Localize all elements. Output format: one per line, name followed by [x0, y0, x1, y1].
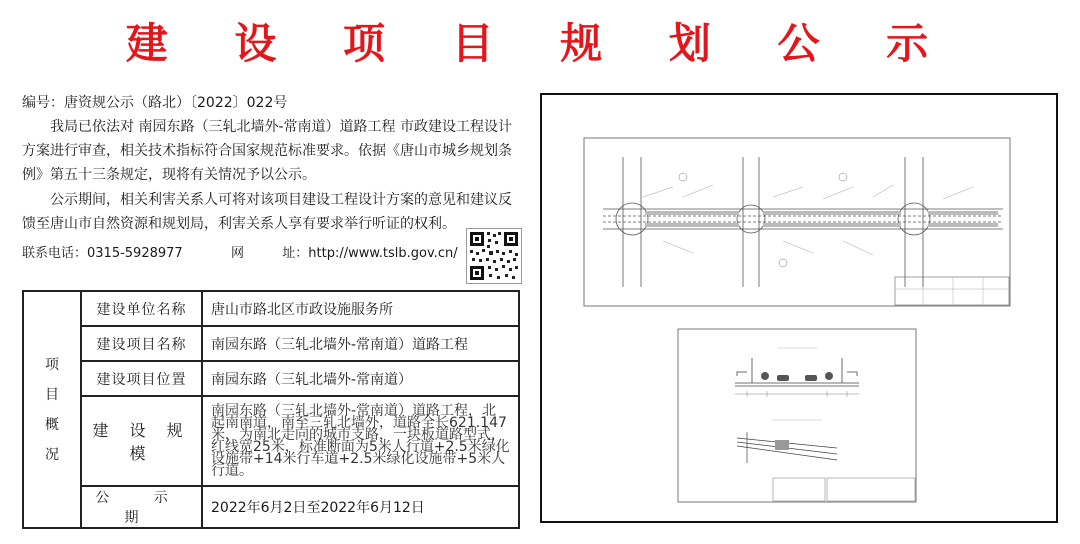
row-value: 唐山市路北区市政设施服务所 — [202, 291, 519, 326]
side-char: 况 — [45, 446, 59, 463]
page-title: 建 设 项 目 规 划 公 示 — [125, 19, 955, 68]
row-value: 南园东路（三轧北墙外-常南道）道路工程 — [202, 326, 519, 361]
row-value: 南园东路（三轧北墙外-常南道）道路工程，北起南南道，南至三轧北墙外，道路全长621.147米，为南北走向的城市支路，一块板道路型式，红线宽25米，标准断面为5米人行道+2.5米绿化设施带+14米行车道+2.5米绿化设施带+5米人行道。 — [202, 396, 519, 486]
side-label — [23, 291, 81, 528]
row-value: 2022年6月2日至2022年6月12日 — [202, 486, 519, 528]
row-value: 南园东路（三轧北墙外-常南道） — [202, 361, 519, 396]
row-label: 建 设 规 模 — [81, 396, 202, 486]
side-char: 目 — [45, 386, 59, 403]
feedback-paragraph: 公示期间，相关利害关系人可将对该项目建设工程设计方案的意见和建议反馈至唐山市自然资源和规划局，利害关系人享有要求举行听证的权利。 — [22, 192, 512, 232]
row-label: 建设项目名称 — [81, 326, 202, 361]
contact-website[interactable]: 址：http://www.tslb.gov.cn/ — [282, 246, 458, 261]
contact-phone: 联系电话：0315-5928977 — [22, 246, 183, 261]
project-overview-table — [22, 290, 520, 529]
cross-section-drawing — [677, 328, 917, 503]
contact-web-label: 网 — [230, 246, 244, 261]
document-number: 编号：唐资规公示（路北）〔2022〕022号 — [22, 95, 288, 111]
side-char: 概 — [45, 416, 59, 433]
intro-paragraph: 我局已依法对 南园东路（三轧北墙外-常南道）道路工程 市政建设工程设计方案进行审查，相关技术指标符合国家规范标准要求。依据《唐山市城乡规划条例》第五十三条规定，现将有关情况予以公示。 — [22, 119, 512, 183]
qr-code-icon — [466, 228, 522, 284]
contact-line — [22, 244, 458, 264]
road-plan-drawing — [583, 137, 1011, 307]
row-label: 公 示 期 — [81, 486, 202, 528]
row-label: 建设项目位置 — [81, 361, 202, 396]
side-char: 项 — [45, 356, 59, 373]
drawing-frame — [540, 93, 1058, 523]
row-label: 建设单位名称 — [81, 291, 202, 326]
